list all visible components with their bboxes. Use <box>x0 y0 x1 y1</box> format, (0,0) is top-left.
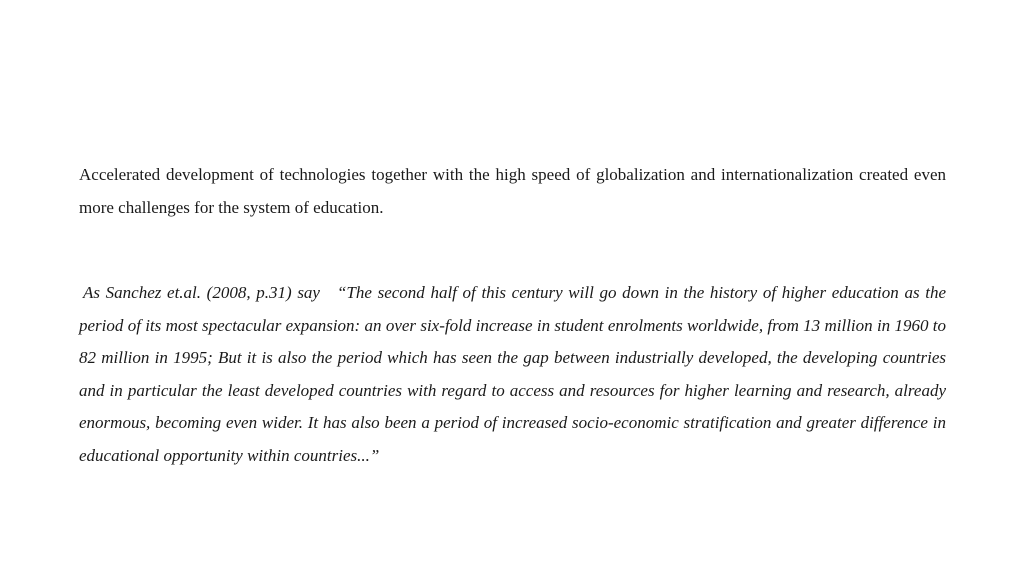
intro-paragraph: Accelerated development of technologies together with the high speed of globalization and internationalization created even more challenges for the system of education. <box>79 165 946 217</box>
quote-text: “The second half of this century will go down in the history of higher education as the period of its most spectacular expansion: an over six-fold increase in student enrolments worldwide, from 13 million in 1960 to 82 million in 1995; But it is also the period which has seen the gap between industrially developed, the developing countries and in particular the least developed countries with regard to access and resources for higher learning and research, already enormous, becoming even wider. It has also been a period of increased socio-economic stratification and greater difference in educational opportunity within countries...” <box>79 283 946 465</box>
quote-attribution: As Sanchez et.al. (2008, p.31) say <box>83 283 320 302</box>
quote-paragraph <box>79 277 946 472</box>
